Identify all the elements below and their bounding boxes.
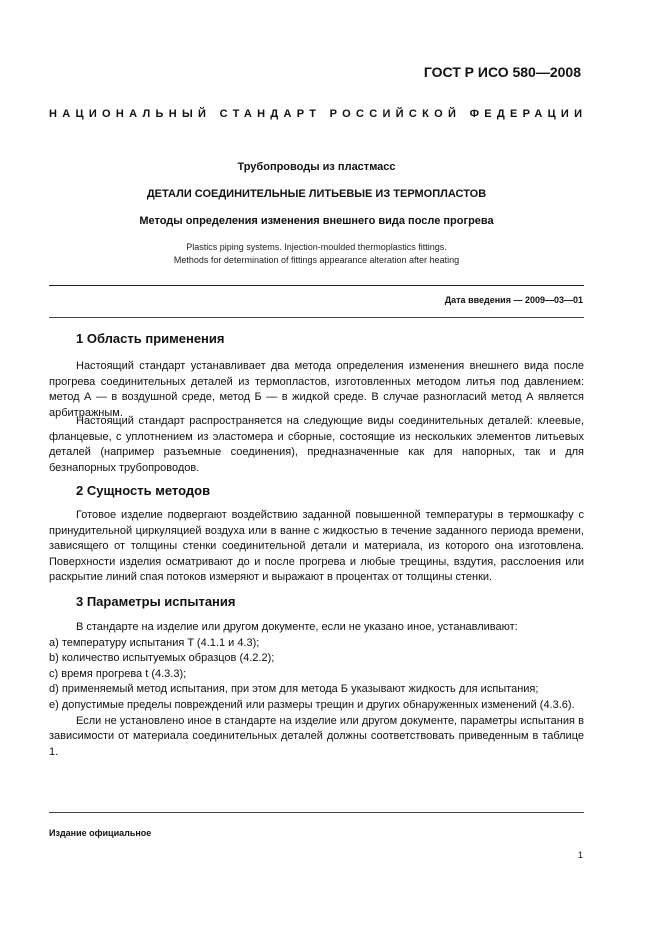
english-title-line-2: Methods for determination of fittings appearance alteration after heating xyxy=(173,255,460,265)
section-1-heading: 1 Область применения xyxy=(76,331,225,346)
introduction-date: Дата введения — 2009—03—01 xyxy=(444,295,583,305)
list-item-c: c) время прогрева t (4.3.3); xyxy=(49,667,187,680)
national-standard-banner: НАЦИОНАЛЬНЫЙ СТАНДАРТ РОССИЙСКОЙ ФЕДЕРАЦИИ xyxy=(49,108,588,120)
date-divider xyxy=(49,317,584,318)
list-item-a: a) температуру испытания T (4.1.1 и 4.3); xyxy=(49,636,260,649)
footer-divider xyxy=(49,812,584,813)
section-3-heading: 3 Параметры испытания xyxy=(76,594,236,609)
section-1-paragraph-2: Настоящий стандарт распространяется на следующие виды соединительных деталей: клеевые, фланцевые, с уплотнением из эластомера и сборные, состоящие из нескольких элементов литьевых деталей (например разъемные соединения), предназначенные как для напорных, так и для безнапорных трубопроводов. xyxy=(49,415,584,474)
document-code: ГОСТ Р ИСО 580—2008 xyxy=(423,64,581,80)
english-title-line-1: Plastics piping systems. Injection-moulded thermoplastics fittings. xyxy=(186,242,447,252)
section-3-intro: В стандарте на изделие или другом документе, если не указано иное, устанавливают: xyxy=(76,621,518,633)
document-title: ДЕТАЛИ СОЕДИНИТЕЛЬНЫЕ ЛИТЬЕВЫЕ ИЗ ТЕРМОПЛАСТОВ xyxy=(146,188,487,200)
section-1-paragraph-1: Настоящий стандарт устанавливает два метода определения изменения внешнего вида после прогрева соединительных деталей из термопластов, изготовленных методом литья под давлением: метод А — в воздушной среде, метод Б — в жидкой среде. В случае разногласий метод А является арбитражным. xyxy=(49,360,584,419)
document-subtitle: Трубопроводы из пластмасс xyxy=(237,161,396,173)
list-item-b: b) количество испытуемых образцов (4.2.2); xyxy=(49,652,275,665)
section-3-closing: Если не установлено иное в стандарте на изделие или другом документе, параметры испытания в зависимости от материала соединительных деталей должны соответствовать приведенным в таблице 1. xyxy=(49,714,584,758)
title-divider xyxy=(49,285,584,286)
section-2-paragraph-1: Готовое изделие подвергают воздействию заданной повышенной температуры в термошкафу с принудительной циркуляцией воздуха или в ванне с жидкостью в течение заданного периода времени, зависящего от толщины стенки соединительной детали и материала, из которого она изготовлена. Поверхности изделия осматривают до и после прогрева и любые трещины, вздутия, расслоения или раскрытие линий спая потоков измеряют и выражают в процентах от толщины стенки. xyxy=(49,509,584,584)
methods-title: Методы определения изменения внешнего вида после прогрева xyxy=(139,215,494,227)
edition-note: Издание официальное xyxy=(49,828,152,838)
section-3-body xyxy=(49,620,584,760)
section-2-heading: 2 Сущность методов xyxy=(76,483,211,498)
list-item-d: d) применяемый метод испытания, при этом для метода Б указывают жидкость для испытания; xyxy=(49,683,539,696)
page-number: 1 xyxy=(577,850,583,860)
list-item-e: e) допустимые пределы повреждений или размеры трещин и других обнаруженных изменений (4.3.6). xyxy=(49,698,575,711)
